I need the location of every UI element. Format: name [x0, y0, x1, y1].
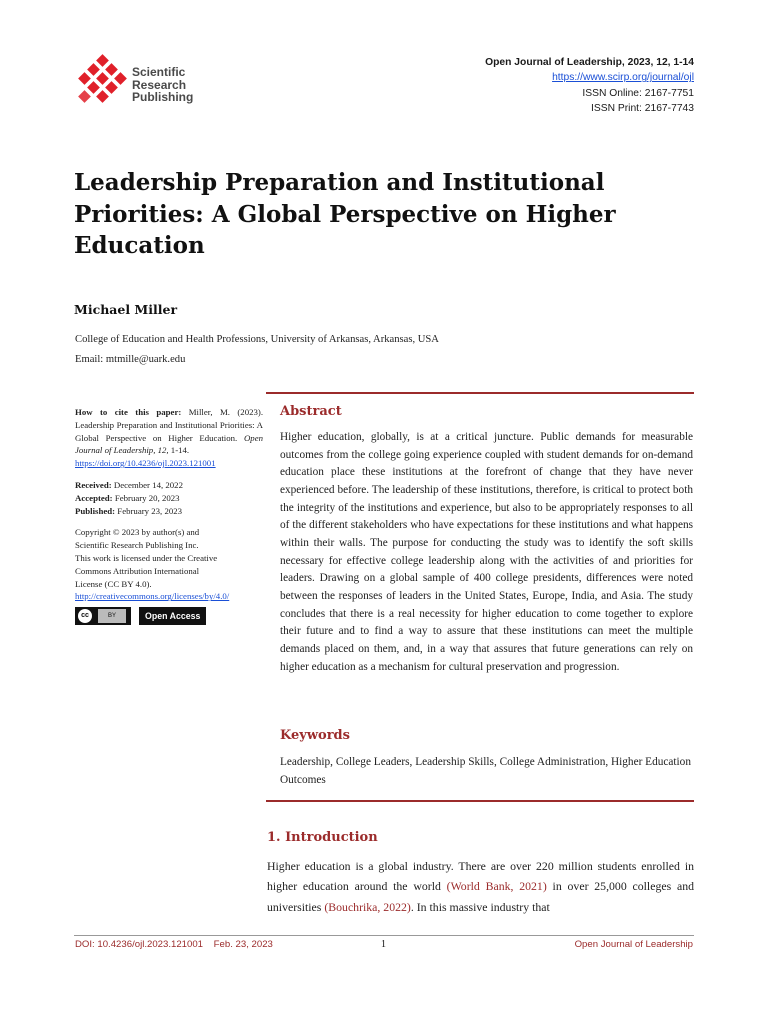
journal-url-link[interactable]: https://www.scirp.org/journal/ojl [552, 72, 694, 84]
article-title: Leadership Preparation and Institutional Priorities: A Global Perspective on Higher Education [74, 169, 616, 259]
issn-print: ISSN Print: 2167-7743 [590, 102, 694, 114]
published-label: Published: [75, 505, 116, 516]
creative-commons-icon: cc [78, 609, 92, 623]
footer-journal-name: Open Journal of Leadership [574, 939, 693, 950]
reference-link-world-bank[interactable]: (World Bank, 2021) [446, 879, 547, 894]
copyright-line: Copyright © 2023 by author(s) and [75, 527, 200, 538]
published-date [75, 505, 263, 518]
footer-rule [74, 935, 694, 936]
abstract-top-rule [266, 392, 694, 394]
received-label: Received: [75, 479, 112, 490]
publisher-name-line: Scientific [132, 65, 186, 79]
introduction-text [267, 856, 694, 917]
issn-online: ISSN Online: 2167-7751 [582, 87, 694, 99]
copyright-line: License (CC BY 4.0). [75, 578, 152, 589]
journal-info [485, 55, 694, 116]
abstract-bottom-rule [266, 800, 694, 802]
copyright-line: Scientific Research Publishing Inc. [75, 540, 199, 551]
received-value: December 14, 2022 [113, 479, 183, 490]
intro-text-segment: . In this massive industry that [410, 899, 550, 914]
by-label: BY [98, 609, 126, 623]
publisher-name-line: Research [132, 77, 187, 92]
keywords-heading: Keywords [280, 728, 350, 743]
abstract-heading: Abstract [280, 404, 342, 419]
copyright-line: Commons Attribution International [75, 565, 200, 576]
keywords-text: Leadership, College Leaders, Leadership Skills, College Administration, Higher Education Outcomes [280, 756, 691, 786]
open-access-badge[interactable]: Open Access [139, 607, 206, 625]
license-link[interactable]: http://creativecommons.org/licenses/by/4.0/ [75, 591, 230, 602]
reference-link-bouchrika[interactable]: (Bouchrika, 2022) [324, 899, 411, 914]
journal-citation: Open Journal of Leadership, 2023, 12, 1-14 [485, 57, 694, 68]
cite-text: Miller, M. (2023). Leadership Preparation and Institutional Priorities: A Global Perspective on Higher Education. [75, 407, 264, 443]
received-date [75, 479, 263, 492]
publisher-name [132, 66, 193, 104]
cite-pages: 1-14. [170, 445, 190, 456]
published-value: February 23, 2023 [117, 505, 183, 516]
intro-text-segment: in over 25,000 colleges and universities [267, 879, 694, 914]
cite-label: How to cite this paper: [75, 407, 182, 417]
abstract-text: Higher education, globally, is at a critical juncture. Public demands for measurable outcomes from the college going experience coupled with student demands for on-demand education place these institutions at the forefront of change that they have never experienced before. The leadership of these institutions, therefore, is critical to protect both the integrity of the institutions and experience, but also to be appropriately responses to all of the different stakeholders who have expectations for these institutions and what happens within their walls. The purpose for conducting the study was to identify the soft skills necessary for effective college leadership along with the activities of and priorities for leaders. Drawing on a global sample of 400 college presidents, differences were noted between the responses of leaders in the United States, Europe, India, and Asia. The study concludes that there is a real necessity for higher education to come together to explore their future and to find a way to assure that these institutions can meet the multiple demands placed on them, and, in a way that assures that future generations can rely on higher education as a mechanism for cultural preservation and progression. [280, 431, 693, 673]
accepted-date [75, 492, 263, 505]
doi-link[interactable]: https://doi.org/10.4236/ojl.2023.121001 [75, 458, 216, 469]
accepted-value: February 20, 2023 [114, 492, 180, 503]
author-email[interactable]: Email: mtmille@uark.edu [75, 354, 186, 365]
cite-journal: Open Journal of Leadership, 12, [75, 432, 263, 456]
citation-block [75, 406, 263, 457]
publisher-logo-mark [76, 54, 132, 112]
publisher-name-line: Publishing [132, 90, 194, 104]
copyright-line: This work is licensed under the Creative [75, 552, 218, 563]
article-sidebar [75, 406, 263, 625]
page-number: 1 [381, 939, 386, 950]
footer-doi-date: DOI: 10.4236/ojl.2023.121001 Feb. 23, 2023 [75, 939, 273, 950]
intro-text-segment: Higher education is a global industry. There are over 220 million students enrolled in higher education around the world [267, 859, 694, 894]
publisher-logo[interactable] [76, 54, 206, 112]
author-affiliation: College of Education and Health Professions, University of Arkansas, Arkansas, USA [75, 334, 439, 345]
cc-by-badge[interactable] [75, 607, 131, 625]
accepted-label: Accepted: [75, 492, 113, 503]
author-name: Michael Miller [74, 302, 178, 317]
introduction-heading: 1. Introduction [267, 830, 378, 845]
